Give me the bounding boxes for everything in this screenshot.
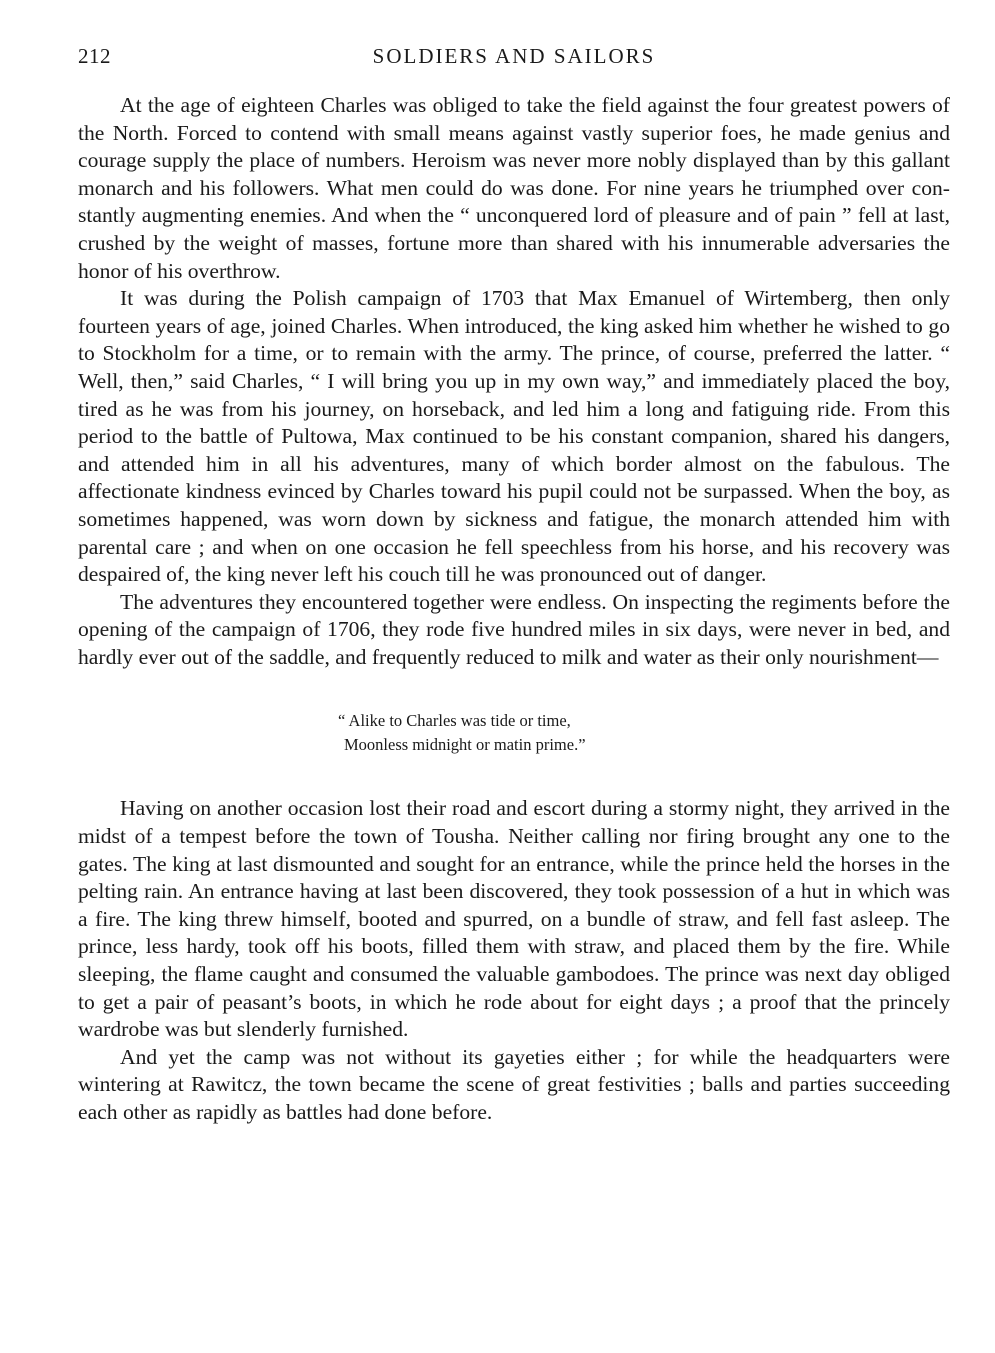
page-number: 212 — [78, 44, 111, 68]
verse-line: Moonless midnight or matin prime.” — [344, 735, 586, 755]
paragraph: And yet the camp was not without its gayeties either ; for while the headquarters were wintering at Rawitcz, the town became the scene of great festivities ; balls and parties succeeding each other as rapidly as battles had done before. — [78, 1044, 950, 1124]
page-header — [78, 44, 950, 74]
running-title: SOLDIERS AND SAILORS — [372, 44, 656, 68]
paragraph: At the age of eighteen Charles was obliged to take the field against the four greatest powers of the North. Forced to contend with small means against vastly superior foes, he made genius and courage supply the place of numbers. Heroism was never more nobly displayed than by this gallant monarch and his followers. What men could do was done. For nine years he triumphed over constantly augmenting enemies. And when the “ unconquered lord of pleasure and of pain ” fell at last, crushed by the weight of masses, fortune more than shared with his innumerable adversaries the honor of his overthrow. — [78, 93, 950, 283]
paragraph: It was during the Polish campaign of 1703 that Max Emanuel of Wirtemberg, then only fourteen years of age, joined Charles. When introduced, the king asked him whether he wished to go to Stockholm for a time, or to remain with the army. The prince, of course, preferred the latter. “ Well, then,” said Charles, “ I will bring you up in my own way,” and immediately placed the boy, tired as he was from his journey, on horseback, and led him a long and fatiguing ride. From this period to the battle of Pultowa, Max continued to be his constant companion, shared his dangers, and attended him in all his adventures, many of which border almost on the fabulous. The affectionate kindness evinced by Charles toward his pupil could not be surpassed. When the boy, as sometimes happened, was worn down by sickness and fatigue, the monarch attended him with parental care ; and when on one occasion he fell speechless from his horse, and his recovery was despaired of, the king never left his couch till he was pronounced out of danger. — [78, 286, 950, 587]
verse-line: “ Alike to Charles was tide or time, — [338, 711, 571, 731]
verse-quote — [338, 709, 950, 757]
paragraph: The adventures they encountered together were endless. On inspecting the regiments before the opening of the campaign of 1706, they rode five hundred miles in six days, were never in bed, and hardly ever out of the saddle, and frequently reduced to milk and water as their only nourishment— — [78, 589, 950, 669]
paragraph: Having on another occasion lost their road and escort during a stormy night, they arrived in the midst of a tempest before the town of Tousha. Neither calling nor firing brought any one to the gates. The king at last dismounted and sought for an entrance, while the prince held the horses in the pelting rain. An entrance having at last been discovered, they took possession of a hut in which was a fire. The king threw himself, booted and spurred, on a bundle of straw, and fell fast asleep. The prince, less hardy, took off his boots, filled them with straw, and placed them by the fire. While sleeping, the flame caught and consumed the valuable gambodoes. The prince was next day obliged to get a pair of peasant’s boots, in which he rode about for eight days ; a proof that the princely wardrobe was but slenderly furnished. — [78, 796, 950, 1042]
body-text — [78, 92, 950, 1127]
